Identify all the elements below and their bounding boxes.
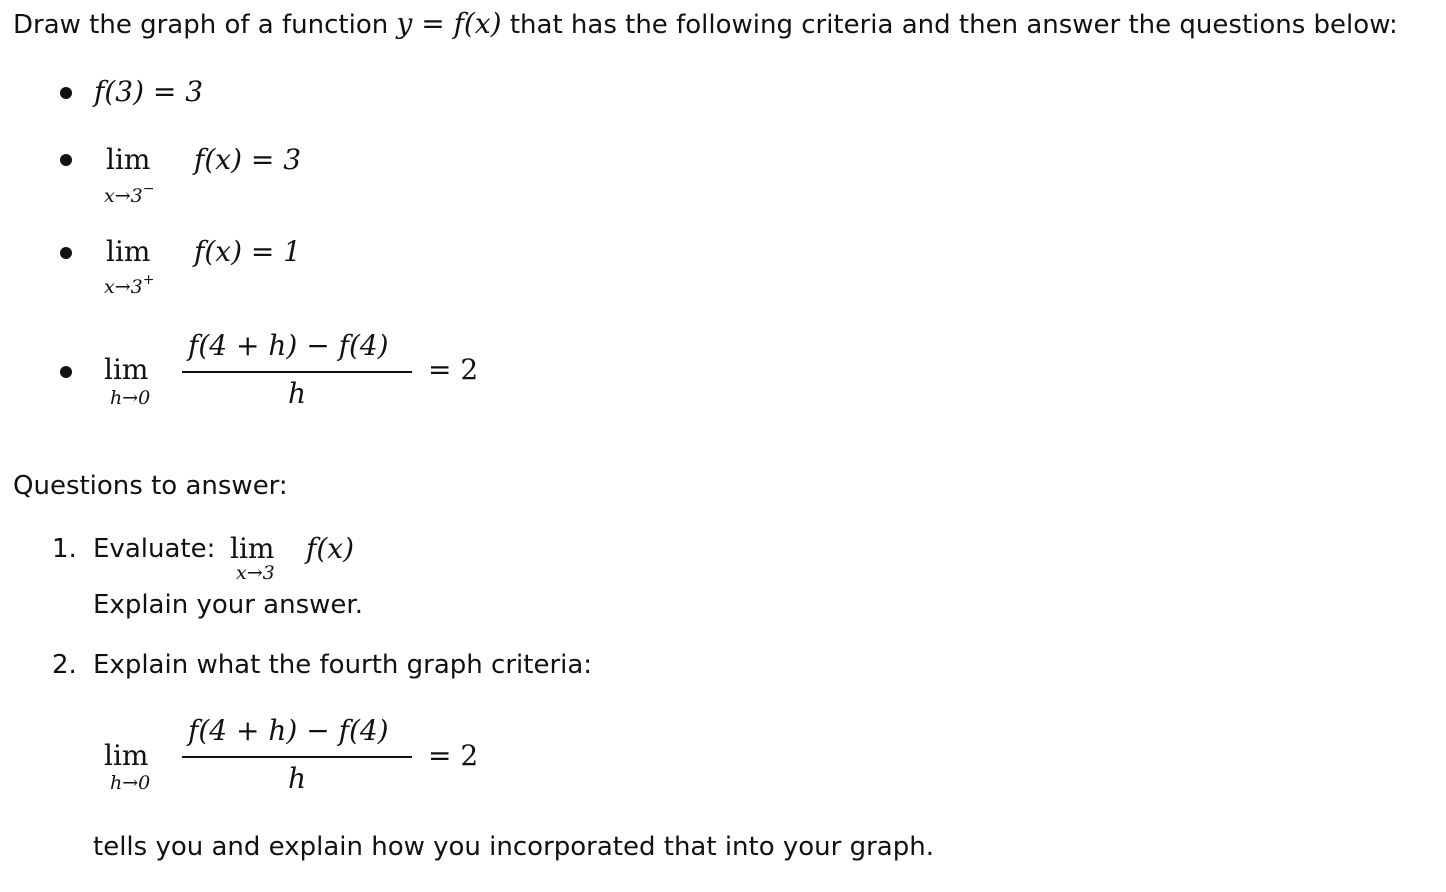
criterion-3-lim: lim [106, 235, 151, 268]
intro-math: y = f(x) [396, 7, 502, 40]
question-2-followup: tells you and explain how you incorporated that into your graph. [93, 832, 934, 862]
question-2-lim: lim [104, 739, 149, 772]
questions-heading: Questions to answer: [13, 471, 288, 501]
question-1-followup: Explain your answer. [93, 590, 363, 620]
bullet [60, 366, 72, 378]
criterion-4-numerator: f(4 + h) − f(4) [188, 329, 389, 362]
question-2-subscript: h→0 [110, 772, 151, 794]
criterion-2-subscript: x→3− [104, 181, 155, 207]
question-2-rhs: = 2 [428, 739, 479, 772]
bullet [60, 154, 72, 166]
question-1-label: Evaluate: [93, 534, 216, 564]
question-1-subscript: x→3 [236, 562, 275, 584]
question-2-denominator: h [288, 762, 307, 795]
question-2-label: Explain what the fourth graph criteria: [93, 650, 593, 680]
question-1-number: 1. [52, 534, 77, 564]
criterion-4-subscript: h→0 [110, 387, 151, 409]
criterion-4-rhs: = 2 [428, 353, 479, 386]
bullet [60, 87, 72, 99]
criterion-4-denominator: h [288, 377, 307, 410]
question-1-expr: f(x) [306, 532, 355, 565]
fraction-bar [182, 756, 412, 758]
question-1-lim: lim [230, 532, 275, 565]
criterion-2-lim: lim [106, 143, 151, 176]
intro-text-after: that has the following criteria and then answer the questions below: [501, 10, 1398, 40]
criterion-1: f(3) = 3 [94, 75, 204, 108]
bullet [60, 247, 72, 259]
intro-text-before: Draw the graph of a function [13, 10, 397, 40]
criterion-3-expr: f(x) = 1 [194, 235, 302, 268]
question-2-number: 2. [52, 650, 77, 680]
question-2-numerator: f(4 + h) − f(4) [188, 714, 389, 747]
intro-sentence [13, 7, 1398, 40]
criterion-2-expr: f(x) = 3 [194, 143, 302, 176]
fraction-bar [182, 371, 412, 373]
criterion-4-lim: lim [104, 353, 149, 386]
criterion-3-subscript: x→3+ [104, 272, 155, 298]
